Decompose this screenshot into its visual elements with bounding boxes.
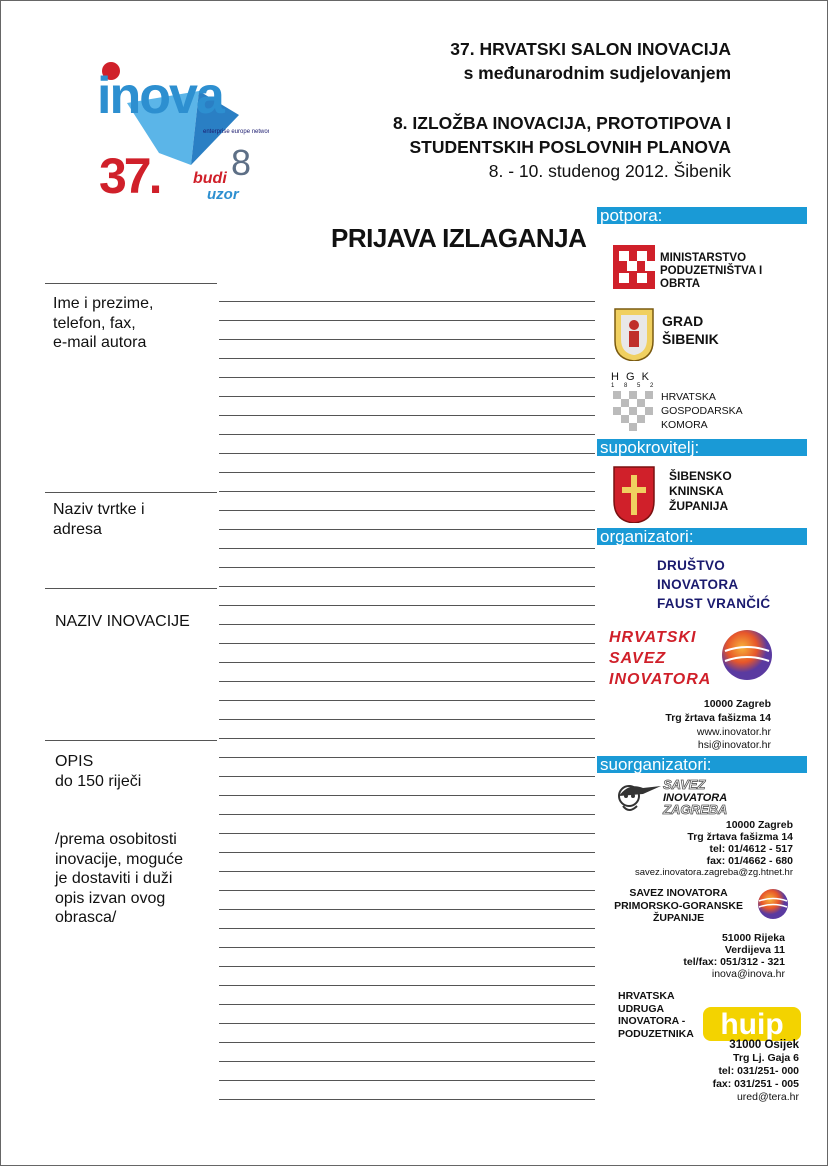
inova-logo bbox=[89, 53, 269, 205]
siz-logo-text bbox=[663, 779, 727, 817]
writing-line[interactable] bbox=[219, 814, 595, 815]
writing-line[interactable] bbox=[219, 966, 595, 967]
header-line-2: s međunarodnim sudjelovanjem bbox=[464, 63, 731, 83]
hgk-mark: H G K bbox=[611, 371, 651, 383]
society-name-line: DRUŠTVO bbox=[657, 556, 770, 575]
writing-line[interactable] bbox=[219, 605, 595, 606]
writing-line[interactable] bbox=[219, 434, 595, 435]
huip-name bbox=[618, 990, 694, 1040]
county-name-line: ŽUPANIJA bbox=[669, 499, 732, 514]
writing-line[interactable] bbox=[219, 738, 595, 739]
writing-line[interactable] bbox=[219, 567, 595, 568]
pgz-name bbox=[614, 887, 743, 925]
pgz-phone: tel/fax: 051/312 - 321 bbox=[683, 956, 785, 969]
header-line-5: 8. - 10. studenog 2012. Šibenik bbox=[489, 161, 731, 181]
huip-name-line: PODUZETNIKA bbox=[618, 1028, 694, 1041]
huip-name-line: HRVATSKA bbox=[618, 990, 694, 1003]
hgk-checker-logo bbox=[613, 391, 655, 433]
hgk-name bbox=[661, 390, 743, 432]
writing-line[interactable] bbox=[219, 700, 595, 701]
writing-line[interactable] bbox=[219, 415, 595, 416]
label-separator bbox=[45, 740, 217, 741]
writing-line[interactable] bbox=[219, 491, 595, 492]
city-name bbox=[662, 312, 719, 348]
pgz-email: inova@inova.hr bbox=[712, 968, 785, 981]
hsi-logo-line: INOVATORA bbox=[609, 669, 711, 690]
writing-line[interactable] bbox=[219, 681, 595, 682]
section-potpora: potpora: bbox=[597, 207, 807, 224]
siz-email: savez.inovatora.zagreba@zg.htnet.hr bbox=[635, 867, 793, 880]
label-separator bbox=[45, 492, 217, 493]
logo-brand-text: inova bbox=[97, 67, 226, 125]
header-line-4: STUDENTSKIH POSLOVNIH PLANOVA bbox=[409, 137, 731, 157]
huip-fax: fax: 031/251 - 005 bbox=[713, 1078, 799, 1091]
writing-line[interactable] bbox=[219, 719, 595, 720]
hsi-address-street: Trg žrtava fašizma 14 bbox=[665, 712, 771, 725]
company-label-line: adresa bbox=[53, 520, 145, 540]
writing-line[interactable] bbox=[219, 909, 595, 910]
ministry-logo bbox=[613, 245, 655, 289]
hsi-globe-icon bbox=[721, 629, 773, 681]
siz-logo-line: SAVEZ bbox=[663, 779, 727, 792]
pgz-name-line: ŽUPANIJE bbox=[614, 912, 743, 925]
logo-network-text: enterprise europe network bbox=[203, 129, 269, 135]
author-label-line: Ime i prezime, bbox=[53, 294, 153, 314]
writing-line[interactable] bbox=[219, 757, 595, 758]
company-label-line: Naziv tvrtke i bbox=[53, 500, 145, 520]
county-name bbox=[669, 469, 732, 514]
writing-line[interactable] bbox=[219, 1042, 595, 1043]
logo-edition-text: 37. bbox=[99, 148, 160, 204]
writing-line[interactable] bbox=[219, 396, 595, 397]
writing-line[interactable] bbox=[219, 453, 595, 454]
huip-logo bbox=[703, 1007, 801, 1041]
hsi-website: www.inovator.hr bbox=[697, 726, 771, 739]
siz-address-street: Trg žrtava fašizma 14 bbox=[687, 831, 793, 844]
application-form-page bbox=[0, 0, 828, 1166]
writing-line[interactable] bbox=[219, 795, 595, 796]
hsi-address-city: 10000 Zagreb bbox=[704, 698, 771, 711]
writing-line[interactable] bbox=[219, 1061, 595, 1062]
logo-slogan-2: uzor bbox=[207, 186, 240, 203]
description-note-line: opis izvan ovog bbox=[55, 889, 183, 909]
ministry-name bbox=[660, 252, 762, 291]
label-separator bbox=[45, 283, 217, 284]
siz-fax: fax: 01/4662 - 680 bbox=[707, 855, 793, 868]
county-name-line: KNINSKA bbox=[669, 484, 732, 499]
hgk-name-line: KOMORA bbox=[661, 418, 743, 432]
society-name bbox=[657, 556, 770, 613]
description-label-line: OPIS bbox=[55, 752, 141, 772]
author-label-line: telefon, fax, bbox=[53, 314, 153, 334]
city-name-line: GRAD bbox=[662, 312, 719, 330]
huip-name-line: UDRUGA bbox=[618, 1003, 694, 1016]
hgk-name-line: HRVATSKA bbox=[661, 390, 743, 404]
description-label-line: do 150 riječi bbox=[55, 772, 141, 792]
siz-mascot-icon bbox=[613, 782, 663, 816]
pgz-address-street: Verdijeva 11 bbox=[725, 944, 785, 957]
writing-line[interactable] bbox=[219, 586, 595, 587]
writing-line[interactable] bbox=[219, 624, 595, 625]
hsi-logo-text bbox=[609, 627, 711, 690]
logo-slogan-1: budi bbox=[193, 170, 227, 187]
author-label-line: e-mail autora bbox=[53, 333, 153, 353]
hgk-name-line: GOSPODARSKA bbox=[661, 404, 743, 418]
society-name-line: INOVATORA bbox=[657, 575, 770, 594]
hsi-logo-line: SAVEZ bbox=[609, 648, 711, 669]
section-supokrovitelj: supokrovitelj: bbox=[597, 439, 807, 456]
description-note-line: obrasca/ bbox=[55, 908, 183, 928]
section-organizatori: organizatori: bbox=[597, 528, 807, 545]
header-line-3: 8. IZLOŽBA INOVACIJA, PROTOTIPOVA I bbox=[393, 113, 731, 133]
siz-phone: tel: 01/4612 - 517 bbox=[710, 843, 793, 856]
writing-line[interactable] bbox=[219, 472, 595, 473]
huip-logo-text: huip bbox=[720, 1008, 783, 1041]
society-name-line: FAUST VRANČIĆ bbox=[657, 594, 770, 613]
huip-email: ured@tera.hr bbox=[737, 1091, 799, 1104]
writing-line[interactable] bbox=[219, 643, 595, 644]
writing-line[interactable] bbox=[219, 871, 595, 872]
ministry-name-line: OBRTA bbox=[660, 278, 762, 291]
pgz-name-line: SAVEZ INOVATORA bbox=[614, 887, 743, 900]
pgz-name-line: PRIMORSKO-GORANSKE bbox=[614, 900, 743, 913]
description-note bbox=[55, 830, 183, 928]
county-coat-of-arms-icon bbox=[612, 465, 656, 523]
description-note-line: inovacije, moguće bbox=[55, 850, 183, 870]
siz-logo-line: ZAGREBA bbox=[663, 804, 727, 817]
writing-line[interactable] bbox=[219, 985, 595, 986]
inova-logo-graphic bbox=[89, 53, 269, 205]
pgz-address-city: 51000 Rijeka bbox=[722, 932, 785, 945]
writing-line[interactable] bbox=[219, 1080, 595, 1081]
logo-number-text: 8 bbox=[231, 142, 251, 183]
writing-line[interactable] bbox=[219, 1099, 595, 1100]
hsi-logo-line: HRVATSKI bbox=[609, 627, 711, 648]
description-note-line: je dostaviti i duži bbox=[55, 869, 183, 889]
county-name-line: ŠIBENSKO bbox=[669, 469, 732, 484]
hsi-email: hsi@inovator.hr bbox=[698, 739, 771, 752]
huip-name-line: INOVATORA - bbox=[618, 1015, 694, 1028]
writing-line[interactable] bbox=[219, 833, 595, 834]
description-note-line: /prema osobitosti bbox=[55, 830, 183, 850]
huip-address-city: 31000 Osijek bbox=[729, 1039, 799, 1052]
huip-phone: tel: 031/251- 000 bbox=[718, 1065, 799, 1078]
siz-logo-line: INOVATORA bbox=[663, 792, 727, 805]
writing-line[interactable] bbox=[219, 548, 595, 549]
writing-line[interactable] bbox=[219, 529, 595, 530]
city-name-line: ŠIBENIK bbox=[662, 330, 719, 348]
huip-address-street: Trg Lj. Gaja 6 bbox=[733, 1052, 799, 1065]
hgk-years: 1 8 5 2 bbox=[611, 383, 657, 389]
writing-line[interactable] bbox=[219, 377, 595, 378]
description-field-label bbox=[55, 752, 141, 791]
writing-line[interactable] bbox=[219, 358, 595, 359]
writing-line[interactable] bbox=[219, 852, 595, 853]
company-field-label bbox=[53, 500, 145, 539]
writing-line[interactable] bbox=[219, 776, 595, 777]
author-field-label bbox=[53, 294, 153, 353]
form-title: PRIJAVA IZLAGANJA bbox=[331, 223, 586, 254]
ministry-name-line: PODUZETNIŠTVA I bbox=[660, 265, 762, 278]
innovation-field-label: NAZIV INOVACIJE bbox=[55, 612, 190, 632]
writing-line[interactable] bbox=[219, 301, 595, 302]
ministry-name-line: MINISTARSTVO bbox=[660, 252, 762, 265]
writing-line[interactable] bbox=[219, 662, 595, 663]
label-separator bbox=[45, 588, 217, 589]
writing-line[interactable] bbox=[219, 339, 595, 340]
writing-line[interactable] bbox=[219, 890, 595, 891]
city-coat-of-arms-icon bbox=[613, 307, 655, 361]
writing-line[interactable] bbox=[219, 510, 595, 511]
writing-line[interactable] bbox=[219, 1023, 595, 1024]
writing-line[interactable] bbox=[219, 928, 595, 929]
pgz-globe-icon bbox=[757, 888, 789, 920]
siz-address-city: 10000 Zagreb bbox=[726, 819, 793, 832]
header-line-1: 37. HRVATSKI SALON INOVACIJA bbox=[450, 39, 731, 59]
writing-line[interactable] bbox=[219, 1004, 595, 1005]
writing-line[interactable] bbox=[219, 320, 595, 321]
section-suorganizatori: suorganizatori: bbox=[597, 756, 807, 773]
writing-line[interactable] bbox=[219, 947, 595, 948]
